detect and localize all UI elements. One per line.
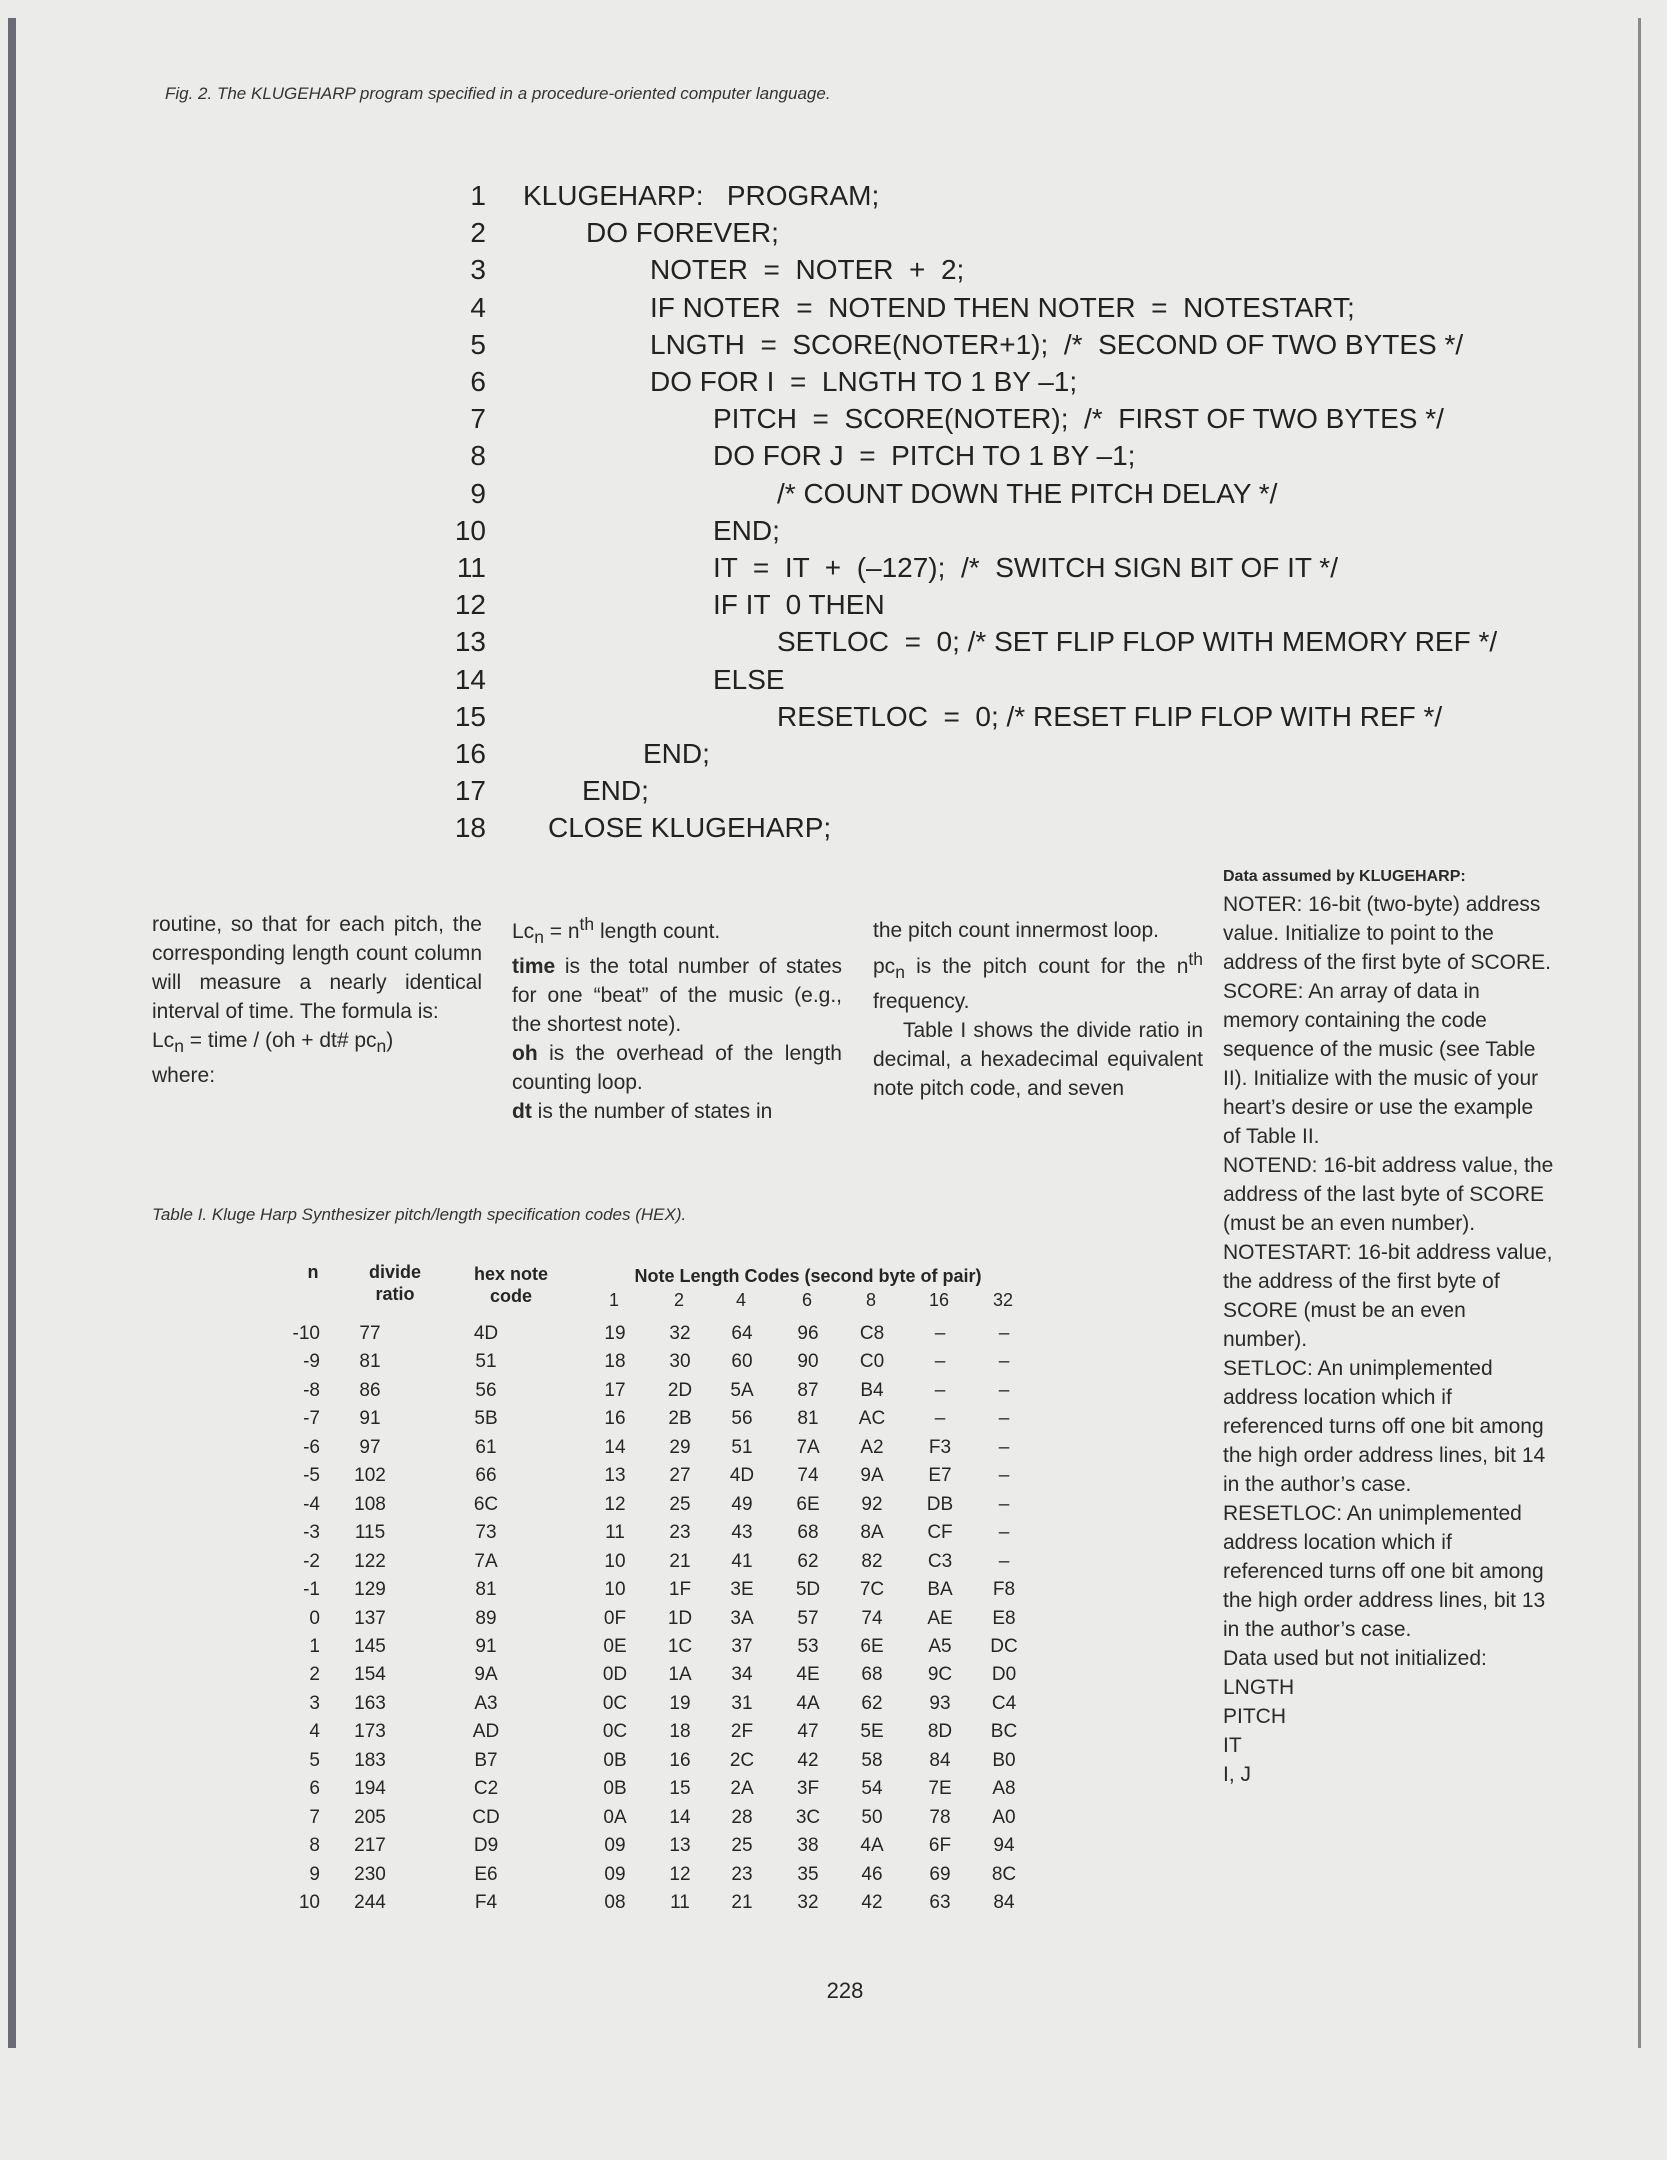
table-cell: D9 bbox=[473, 1835, 499, 1857]
table-cell: C3 bbox=[927, 1550, 953, 1572]
table-cell: – bbox=[934, 1408, 946, 1430]
table-cell: 47 bbox=[797, 1721, 819, 1743]
table-cell: 51 bbox=[731, 1436, 753, 1458]
table-cell: 50 bbox=[861, 1806, 883, 1828]
th-ratio: ratio bbox=[375, 1284, 415, 1304]
table-cell: 0D bbox=[602, 1664, 628, 1686]
th-length: 16 bbox=[928, 1290, 950, 1310]
table-cell: 0B bbox=[603, 1778, 627, 1800]
code-line-number: 1 bbox=[470, 180, 486, 211]
table-cell: 08 bbox=[604, 1892, 626, 1913]
table-cell: 1C bbox=[667, 1635, 693, 1657]
th-divide: divide bbox=[368, 1262, 421, 1282]
table-cell: 4E bbox=[796, 1664, 820, 1686]
th-length: 6 bbox=[801, 1290, 812, 1310]
table-cell: 5A bbox=[730, 1379, 754, 1401]
data-assumed-column bbox=[1223, 864, 1555, 1789]
table-cell: 58 bbox=[861, 1749, 883, 1771]
table-cell: CD bbox=[472, 1806, 500, 1828]
table-cell: 8 bbox=[309, 1835, 320, 1857]
table-cell: 81 bbox=[797, 1408, 819, 1430]
table-cell: – bbox=[998, 1493, 1010, 1515]
figure-caption: Fig. 2. The KLUGEHARP program specified in a procedure-oriented computer language. bbox=[165, 84, 831, 103]
table-cell: 51 bbox=[475, 1351, 497, 1373]
table-cell: B7 bbox=[474, 1749, 498, 1771]
table-cell: 21 bbox=[731, 1892, 753, 1913]
table-cell: 3C bbox=[795, 1806, 821, 1828]
table-cell: 5B bbox=[474, 1408, 498, 1430]
table-cell: C0 bbox=[859, 1351, 885, 1373]
table-cell: 5D bbox=[795, 1579, 821, 1601]
table-cell: -7 bbox=[303, 1408, 320, 1430]
col3-paragraph-1: the pitch count innermost loop. bbox=[873, 919, 1160, 942]
data-assumed-item: PITCH bbox=[1223, 1705, 1286, 1728]
th-length: 2 bbox=[673, 1290, 684, 1310]
table-cell: 34 bbox=[731, 1664, 753, 1686]
table-cell: 84 bbox=[929, 1749, 951, 1771]
table-cell: 27 bbox=[669, 1465, 691, 1487]
table-cell: 68 bbox=[861, 1664, 883, 1686]
table-cell: 163 bbox=[354, 1692, 386, 1714]
table-cell: 56 bbox=[731, 1408, 753, 1430]
code-line: DO FOREVER; bbox=[586, 217, 779, 249]
table-cell: 4A bbox=[860, 1835, 884, 1857]
code-line: CLOSE KLUGEHARP; bbox=[548, 812, 832, 844]
table-cell: 17 bbox=[604, 1379, 626, 1401]
code-line-number: 15 bbox=[454, 700, 486, 732]
table-cell: 91 bbox=[359, 1408, 381, 1430]
table-cell: 32 bbox=[797, 1892, 819, 1913]
table-cell: 32 bbox=[669, 1323, 691, 1344]
table-cell: 2C bbox=[729, 1749, 755, 1771]
table-cell: 87 bbox=[797, 1379, 819, 1401]
table-cell: 2F bbox=[730, 1721, 754, 1743]
table-cell: – bbox=[998, 1379, 1010, 1401]
table-cell: D0 bbox=[991, 1664, 1017, 1686]
code-line: NOTER = NOTER + 2; bbox=[650, 254, 965, 286]
table-cell: 0 bbox=[309, 1607, 320, 1629]
table-cell: 2D bbox=[667, 1379, 693, 1401]
table-cell: 11 bbox=[670, 1892, 690, 1913]
table-cell: 25 bbox=[669, 1493, 691, 1515]
th-hexnote: hex note bbox=[473, 1264, 548, 1284]
code-line: DO FOR I = LNGTH TO 1 BY –1; bbox=[650, 366, 1078, 397]
table-cell: 7C bbox=[859, 1579, 885, 1601]
table-cell: -10 bbox=[292, 1323, 320, 1344]
data-assumed-heading: Data assumed by KLUGEHARP: bbox=[1223, 868, 1466, 885]
code-line-number: 13 bbox=[454, 626, 486, 658]
table-cell: – bbox=[998, 1550, 1010, 1572]
table-cell: 90 bbox=[797, 1351, 819, 1373]
code-line-number: 9 bbox=[470, 477, 486, 509]
table-cell: 8C bbox=[991, 1863, 1017, 1885]
table-cell: 37 bbox=[731, 1635, 753, 1657]
table-cell: A3 bbox=[474, 1692, 498, 1714]
table-cell: 54 bbox=[861, 1778, 883, 1800]
code-line-number: 10 bbox=[454, 514, 486, 546]
table-cell: CF bbox=[927, 1522, 953, 1544]
table-cell: DB bbox=[926, 1493, 954, 1515]
code-line: IT = IT + (–127); /* SWITCH SIGN BIT OF IT */ bbox=[713, 552, 1338, 583]
table-cell: 183 bbox=[354, 1749, 386, 1771]
table-cell: 1D bbox=[667, 1607, 693, 1629]
table-cell: 108 bbox=[354, 1493, 386, 1515]
th-n: n bbox=[307, 1262, 319, 1282]
code-line-number: 11 bbox=[456, 552, 486, 583]
code-line-number: 18 bbox=[454, 812, 486, 844]
code-line-number: 6 bbox=[470, 366, 486, 397]
table-cell: 42 bbox=[797, 1749, 819, 1771]
table-cell: 09 bbox=[604, 1863, 626, 1885]
code-line: PITCH = SCORE(NOTER); /* FIRST OF TWO BYTES */ bbox=[713, 403, 1444, 435]
table-cell: 53 bbox=[797, 1635, 819, 1657]
table-cell: 230 bbox=[354, 1863, 386, 1885]
data-assumed-item: LNGTH bbox=[1223, 1676, 1295, 1699]
table-cell: 12 bbox=[669, 1863, 691, 1885]
data-assumed-item: NOTEND: 16-bit address value, the address of the last byte of SCORE (must be an even number). bbox=[1223, 1154, 1554, 1235]
table-cell: 11 bbox=[605, 1522, 625, 1544]
table-cell: 10 bbox=[298, 1892, 320, 1913]
table-cell: C4 bbox=[991, 1692, 1017, 1714]
table-cell: 92 bbox=[861, 1493, 883, 1515]
formula-where: where: bbox=[152, 1064, 216, 1088]
table-cell: C8 bbox=[859, 1323, 885, 1344]
table-cell: -8 bbox=[303, 1379, 320, 1401]
page-left-edge bbox=[8, 18, 16, 2048]
table-cell: B0 bbox=[992, 1749, 1016, 1771]
table-cell: 74 bbox=[861, 1607, 883, 1629]
table-cell: 6F bbox=[928, 1835, 952, 1857]
table-cell: 09 bbox=[604, 1835, 626, 1857]
table-cell: – bbox=[998, 1323, 1010, 1344]
table-cell: 69 bbox=[929, 1863, 951, 1885]
table-cell: 9 bbox=[309, 1863, 320, 1885]
table-cell: 73 bbox=[475, 1522, 497, 1544]
table-cell: 74 bbox=[797, 1465, 819, 1487]
code-line: END; bbox=[713, 514, 780, 546]
table-cell: 2B bbox=[668, 1408, 692, 1430]
table-cell: 4D bbox=[473, 1323, 499, 1344]
table-cell: 91 bbox=[475, 1635, 497, 1657]
code-line-number: 4 bbox=[470, 291, 486, 323]
table-cell: 41 bbox=[731, 1550, 753, 1572]
data-assumed-item: SETLOC: An unimplemented address location which if referenced turns off one bit among the high order address lines, bit 14 in the author’s case. bbox=[1223, 1357, 1546, 1496]
table-cell: 6E bbox=[860, 1635, 884, 1657]
table-cell: 13 bbox=[669, 1835, 691, 1857]
table-cell: 35 bbox=[797, 1863, 819, 1885]
table-cell: 96 bbox=[797, 1323, 819, 1344]
table-cell: – bbox=[998, 1408, 1010, 1430]
def-oh: oh is the overhead of the length counting loop. bbox=[512, 1042, 842, 1095]
table-cell: A2 bbox=[860, 1436, 884, 1458]
table-cell: 4 bbox=[309, 1721, 320, 1743]
table-cell: 9C bbox=[927, 1664, 953, 1686]
table-cell: 217 bbox=[354, 1835, 386, 1857]
formula: $Lc_n$ = time / (oh + dt# $pc_n$) bbox=[152, 1029, 394, 1057]
code-line: IF NOTER = NOTEND THEN NOTER = NOTESTART; bbox=[650, 291, 1355, 323]
table-cell: A8 bbox=[992, 1778, 1016, 1800]
table-cell: 8A bbox=[860, 1522, 884, 1544]
table-cell: 23 bbox=[669, 1522, 691, 1544]
data-assumed-item: SCORE: An array of data in memory containing the code sequence of the music (see Table II). Initialize with the music of your heart’s desire or use the example of Table II. bbox=[1223, 980, 1539, 1148]
data-assumed-item: NOTESTART: 16-bit address value, the address of the first byte of SCORE (must be an even number). bbox=[1223, 1241, 1553, 1351]
table-cell: – bbox=[998, 1522, 1010, 1544]
table-cell: 49 bbox=[731, 1493, 753, 1515]
table-cell: – bbox=[998, 1465, 1010, 1487]
table-cell: 173 bbox=[354, 1721, 386, 1743]
table-cell: – bbox=[934, 1379, 946, 1401]
page-right-edge bbox=[1638, 18, 1641, 2048]
code-line-number: 3 bbox=[470, 254, 486, 286]
table-cell: 10 bbox=[604, 1550, 626, 1572]
table-cell: 3A bbox=[730, 1607, 754, 1629]
table-cell: 0C bbox=[602, 1721, 628, 1743]
table-cell: 16 bbox=[669, 1749, 691, 1771]
table-cell: 9A bbox=[474, 1664, 498, 1686]
code-line-number: 12 bbox=[454, 589, 486, 621]
table-cell: E8 bbox=[992, 1607, 1016, 1629]
table-cell: 89 bbox=[475, 1607, 497, 1629]
code-line-number: 17 bbox=[454, 775, 486, 807]
table-cell: 14 bbox=[669, 1806, 691, 1828]
table-cell: 29 bbox=[669, 1436, 691, 1458]
table-cell: 6E bbox=[796, 1493, 820, 1515]
table-cell: 0B bbox=[603, 1749, 627, 1771]
table-cell: 8D bbox=[927, 1721, 953, 1743]
table-cell: 93 bbox=[929, 1692, 951, 1714]
table-cell: -6 bbox=[303, 1436, 320, 1458]
code-line: /* COUNT DOWN THE PITCH DELAY */ bbox=[777, 477, 1278, 509]
table-cell: BC bbox=[990, 1721, 1018, 1743]
table-cell: 122 bbox=[354, 1550, 386, 1572]
th-length-group: Note Length Codes (second byte of pair) bbox=[634, 1266, 982, 1286]
table-cell: F3 bbox=[928, 1436, 952, 1458]
table-cell: 7A bbox=[474, 1550, 498, 1572]
table-cell: 5 bbox=[309, 1749, 320, 1771]
table-cell: 7 bbox=[309, 1806, 320, 1828]
table-cell: 43 bbox=[731, 1522, 753, 1544]
table-cell: 21 bbox=[669, 1550, 691, 1572]
table-cell: 4A bbox=[796, 1692, 820, 1714]
table-cell: 62 bbox=[797, 1550, 819, 1572]
def-pcn: $pc_n$ is the pitch count for the $n^{th}$ frequency. bbox=[873, 949, 1203, 1014]
th-code: code bbox=[489, 1286, 532, 1306]
table-cell: 16 bbox=[604, 1408, 626, 1430]
code-line: DO FOR J = PITCH TO 1 BY –1; bbox=[713, 440, 1136, 472]
def-dt: dt is the number of states in bbox=[512, 1100, 773, 1124]
table-cell: 137 bbox=[354, 1607, 386, 1629]
table-cell: 2 bbox=[309, 1664, 320, 1686]
code-line: LNGTH = SCORE(NOTER+1); /* SECOND OF TWO BYTES */ bbox=[650, 328, 1464, 360]
table-cell: 102 bbox=[354, 1465, 386, 1487]
table-cell: 1A bbox=[668, 1664, 692, 1686]
table-cell: C2 bbox=[473, 1778, 499, 1800]
table-cell: 23 bbox=[731, 1863, 753, 1885]
table-cell: 82 bbox=[861, 1550, 883, 1572]
table-cell: 194 bbox=[354, 1778, 386, 1800]
table-cell: 0C bbox=[602, 1692, 628, 1714]
table-cell: 31 bbox=[731, 1692, 753, 1714]
table-cell: 28 bbox=[731, 1806, 753, 1828]
table-cell: 15 bbox=[669, 1778, 691, 1800]
code-line-number: 8 bbox=[470, 440, 486, 472]
table-cell: 64 bbox=[731, 1323, 753, 1344]
table-cell: – bbox=[934, 1323, 946, 1344]
table-cell: -9 bbox=[303, 1351, 320, 1373]
table-cell: 145 bbox=[354, 1635, 386, 1657]
table-cell: 38 bbox=[797, 1835, 819, 1857]
table-cell: 205 bbox=[354, 1806, 386, 1828]
table-cell: BA bbox=[927, 1579, 953, 1601]
table-cell: 56 bbox=[475, 1379, 497, 1401]
table-caption: Table I. Kluge Harp Synthesizer pitch/length specification codes (HEX). bbox=[152, 1205, 687, 1224]
table-cell: 0A bbox=[603, 1806, 627, 1828]
table-cell: 81 bbox=[475, 1579, 497, 1601]
table-cell: 12 bbox=[604, 1493, 626, 1515]
code-line: END; bbox=[582, 775, 649, 807]
table-cell: 18 bbox=[604, 1351, 626, 1373]
table-cell: DC bbox=[990, 1635, 1018, 1657]
data-assumed-item: IT bbox=[1223, 1734, 1242, 1757]
table-cell: 3 bbox=[309, 1692, 320, 1714]
col3-paragraph-2: Table I shows the divide ratio in decimal, a hexadecimal equivalent note pitch code, and seven bbox=[873, 1019, 1203, 1101]
table-cell: 68 bbox=[797, 1522, 819, 1544]
table-cell: 60 bbox=[731, 1351, 753, 1373]
text-column-2 bbox=[512, 910, 842, 1126]
table-cell: – bbox=[998, 1351, 1010, 1373]
table-cell: 1F bbox=[668, 1579, 692, 1601]
text-column-3 bbox=[873, 916, 1203, 1103]
table-cell: 84 bbox=[993, 1892, 1015, 1913]
table-cell: B4 bbox=[860, 1379, 884, 1401]
table-cell: 115 bbox=[354, 1522, 386, 1544]
table-cell: -4 bbox=[303, 1493, 320, 1515]
table-cell: 86 bbox=[359, 1379, 381, 1401]
table-cell: 1 bbox=[309, 1635, 320, 1657]
data-assumed-item: Data used but not initialized: bbox=[1223, 1647, 1487, 1670]
table-cell: 78 bbox=[929, 1806, 951, 1828]
code-line-number: 7 bbox=[470, 403, 486, 435]
table-cell: – bbox=[998, 1436, 1010, 1458]
table-cell: A0 bbox=[992, 1806, 1016, 1828]
code-line-number: 5 bbox=[470, 328, 486, 360]
def-time: time is the total number of states for one “beat” of the music (e.g., the shortest note). bbox=[512, 955, 842, 1037]
table-cell: -2 bbox=[303, 1550, 320, 1572]
data-assumed-item: NOTER: 16-bit (two-byte) address value. Initialize to point to the address of the first byte of SCORE. bbox=[1223, 893, 1551, 974]
table-cell: 2A bbox=[730, 1778, 754, 1800]
table-cell: 30 bbox=[669, 1351, 691, 1373]
table-cell: 9A bbox=[860, 1465, 884, 1487]
table-cell: 19 bbox=[669, 1692, 691, 1714]
table-cell: 19 bbox=[604, 1323, 626, 1344]
table-cell: E7 bbox=[928, 1465, 952, 1487]
code-line: END; bbox=[643, 738, 710, 769]
table-cell: A5 bbox=[928, 1635, 952, 1657]
table-cell: 0E bbox=[603, 1635, 627, 1657]
col1-paragraph: routine, so that for each pitch, the corresponding length count column will measure a nearly identical interval of time. The formula is: bbox=[152, 913, 482, 1023]
table-cell: E6 bbox=[474, 1863, 498, 1885]
table-cell: AC bbox=[858, 1408, 886, 1430]
code-line-number: 16 bbox=[454, 738, 486, 769]
text-column-1 bbox=[152, 910, 482, 1090]
table-cell: 42 bbox=[861, 1892, 883, 1913]
table-cell: 6C bbox=[473, 1493, 499, 1515]
code-line: RESETLOC = 0; /* RESET FLIP FLOP WITH REF */ bbox=[777, 700, 1443, 732]
table-cell: 13 bbox=[604, 1465, 626, 1487]
table-cell: 6 bbox=[309, 1778, 320, 1800]
table-cell: 154 bbox=[354, 1664, 386, 1686]
th-length: 8 bbox=[865, 1290, 876, 1310]
table-cell: -5 bbox=[303, 1465, 320, 1487]
table-cell: 25 bbox=[731, 1835, 753, 1857]
table-cell: 81 bbox=[359, 1351, 381, 1373]
table-cell: 3F bbox=[796, 1778, 820, 1800]
table-cell: 97 bbox=[359, 1436, 381, 1458]
table-cell: 14 bbox=[604, 1436, 626, 1458]
table-cell: 94 bbox=[993, 1835, 1015, 1857]
table-cell: 57 bbox=[797, 1607, 819, 1629]
th-length: 1 bbox=[608, 1290, 619, 1310]
code-line-number: 2 bbox=[470, 217, 486, 249]
table-cell: 61 bbox=[475, 1436, 497, 1458]
code-line: ELSE bbox=[713, 663, 785, 695]
table-cell: 10 bbox=[604, 1579, 626, 1601]
table-cell: F8 bbox=[992, 1579, 1016, 1601]
table-cell: F4 bbox=[474, 1892, 498, 1913]
table-cell: 5E bbox=[860, 1721, 884, 1743]
table-cell: 62 bbox=[861, 1692, 883, 1714]
table-cell: – bbox=[934, 1351, 946, 1373]
th-length: 32 bbox=[992, 1290, 1014, 1310]
table-cell: 7E bbox=[928, 1778, 952, 1800]
th-length: 4 bbox=[735, 1290, 746, 1310]
code-line: KLUGEHARP: PROGRAM; bbox=[523, 180, 880, 211]
def-lcn: $Lc_n = n^{th}$ length count. bbox=[512, 914, 721, 948]
data-assumed-item: RESETLOC: An unimplemented address location which if referenced turns off one bit among the high order address lines, bit 13 in the author’s case. bbox=[1223, 1502, 1546, 1641]
table-cell: 66 bbox=[475, 1465, 497, 1487]
table-cell: 129 bbox=[354, 1579, 386, 1601]
table-cell: 0F bbox=[603, 1607, 627, 1629]
table-cell: 63 bbox=[929, 1892, 951, 1913]
table-cell: AE bbox=[927, 1607, 953, 1629]
code-line-number: 14 bbox=[454, 663, 486, 695]
table-cell: 7A bbox=[796, 1436, 820, 1458]
table-cell: 244 bbox=[354, 1892, 386, 1913]
table-cell: 18 bbox=[669, 1721, 691, 1743]
table-cell: -3 bbox=[303, 1522, 320, 1544]
table-cell: 3E bbox=[730, 1579, 754, 1601]
table-cell: 4D bbox=[729, 1465, 755, 1487]
table-cell: AD bbox=[472, 1721, 500, 1743]
code-line: SETLOC = 0; /* SET FLIP FLOP WITH MEMORY REF */ bbox=[777, 626, 1498, 658]
data-assumed-item: I, J bbox=[1223, 1763, 1252, 1786]
page-number: 228 bbox=[826, 1978, 864, 2003]
code-line: IF IT 0 THEN bbox=[713, 589, 885, 621]
table-cell: 46 bbox=[861, 1863, 883, 1885]
table-cell: 77 bbox=[359, 1323, 381, 1344]
table-cell: -1 bbox=[303, 1579, 320, 1601]
